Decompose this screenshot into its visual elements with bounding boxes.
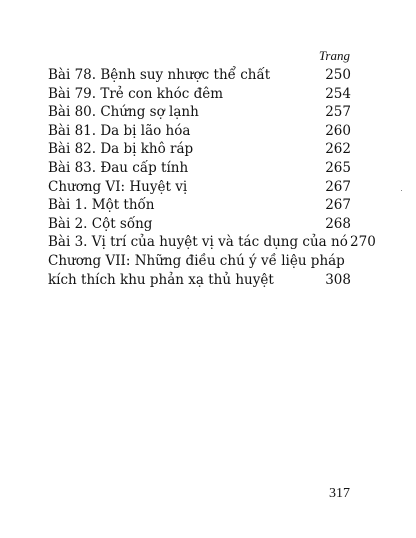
toc-entry-page: 268: [325, 215, 351, 232]
toc-entry-page: 308: [325, 271, 351, 288]
toc-entry: [48, 233, 376, 252]
toc-entry-page: 250: [325, 67, 351, 83]
toc-entry-page: 262: [325, 141, 351, 158]
toc-entry-page: 267: [325, 197, 351, 214]
toc-chapter-entry: [48, 178, 351, 197]
table-of-contents: [48, 66, 376, 289]
toc-chapter-entry-continued: [48, 271, 351, 290]
toc-entry-page: 254: [325, 85, 351, 102]
toc-entry-title: Bài 83. Đau cấp tính: [48, 159, 189, 176]
toc-entry-title: Bài 81. Da bị lão hóa: [48, 122, 191, 139]
toc-entry-page: 260: [325, 122, 351, 139]
toc-entry-title: kích thích khu phản xạ thủ huyệt: [48, 271, 274, 288]
toc-entry-title: Bài 80. Chứng sợ lạnh: [48, 104, 199, 121]
toc-entry-title: Bài 82. Da bị khô ráp: [48, 141, 194, 158]
toc-entry-title: Bài 78. Bệnh suy nhược thể chất: [48, 67, 271, 83]
toc-entry: [48, 85, 351, 104]
toc-entry: [48, 103, 351, 122]
toc-entry-page: 267: [325, 178, 351, 195]
toc-entry-page: 270: [350, 234, 376, 251]
page-number: 317: [329, 486, 350, 501]
toc-entry-title: Chương VI: Huyệt vị: [48, 178, 188, 195]
toc-chapter-entry: [48, 252, 351, 271]
toc-entry-title: Bài 1. Một thốn: [48, 197, 155, 214]
toc-entry-title: Bài 79. Trẻ con khóc đêm: [48, 85, 224, 102]
toc-entry: [48, 122, 351, 141]
toc-entry: [48, 215, 351, 234]
toc-entry-page: 257: [325, 104, 351, 121]
page-column-label: Trang: [318, 48, 350, 63]
toc-entry-title: Chương VII: Những điều chú ý về liệu pháp: [48, 252, 345, 269]
toc-entry: [48, 140, 351, 159]
toc-entry: [48, 159, 351, 178]
toc-entry-title: Bài 2. Cột sống: [48, 215, 153, 232]
toc-entry-title: Bài 3. Vị trí của huyệt vị và tác dụng của nó: [48, 234, 348, 251]
toc-entry: [48, 66, 351, 85]
toc-entry: [48, 196, 351, 215]
scan-speck: [401, 190, 402, 191]
toc-entry-page: 265: [325, 159, 351, 176]
